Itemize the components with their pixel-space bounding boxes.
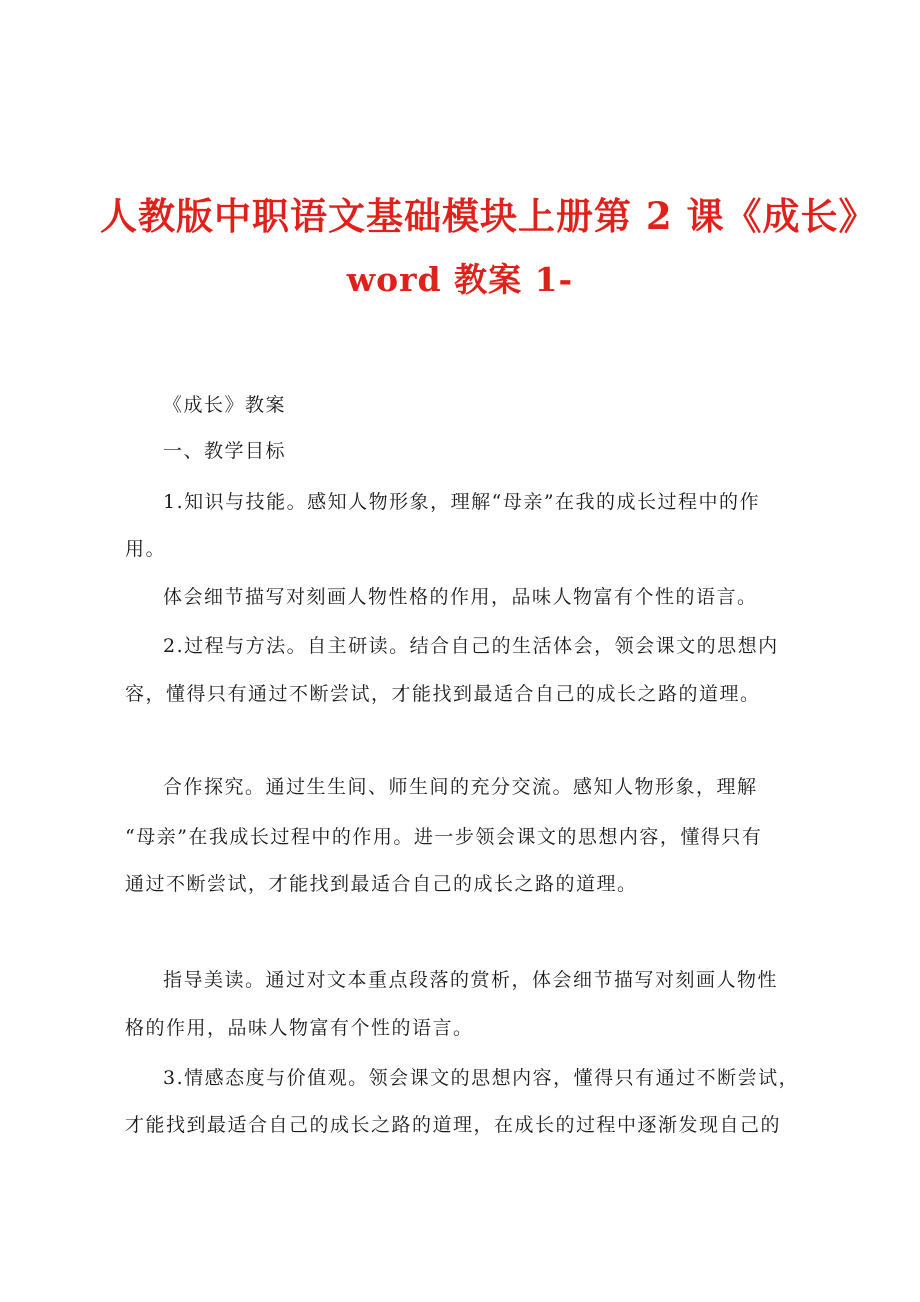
lesson-heading: 《成长》教案 [163, 394, 287, 416]
guided-reading-line-2: 格的作用，品味人物富有个性的语言。 [125, 1017, 474, 1039]
cooperative-inquiry-line-1: 合作探究。通过生生间、师生间的充分交流。感知人物形象，理解 [163, 776, 758, 798]
document-title-line-1: 人教版中职语文基础模块上册第 2 课《成长》 [100, 194, 877, 238]
guided-reading-line-1: 指导美读。通过对文本重点段落的赏析，体会细节描写对刻画人物性 [163, 969, 779, 991]
goal-3-line-2: 才能找到最适合自己的成长之路的道理，在成长的过程中逐渐发现自己的 [125, 1114, 782, 1136]
goal-1-detail: 体会细节描写对刻画人物性格的作用，品味人物富有个性的语言。 [163, 586, 758, 608]
cooperative-inquiry-line-2: “母亲”在我成长过程中的作用。进一步领会课文的思想内容，懂得只有 [125, 826, 763, 848]
goal-1-line-1: 1.知识与技能。感知人物形象，理解“母亲”在我的成长过程中的作 [163, 491, 761, 513]
cooperative-inquiry-line-3: 通过不断尝试，才能找到最适合自己的成长之路的道理。 [125, 873, 638, 895]
goal-1-line-2: 用。 [125, 538, 167, 560]
goal-3-line-1: 3.情感态度与价值观。领会课文的思想内容，懂得只有通过不断尝试， [163, 1067, 800, 1089]
section-heading-teaching-goals: 一、教学目标 [163, 440, 287, 462]
goal-2-line-2: 容，懂得只有通过不断尝试，才能找到最适合自己的成长之路的道理。 [125, 683, 761, 705]
document-title-line-2: word 教案 1- [346, 260, 574, 299]
goal-2-line-1: 2.过程与方法。自主研读。结合自己的生活体会，领会课文的思想内 [163, 635, 779, 657]
